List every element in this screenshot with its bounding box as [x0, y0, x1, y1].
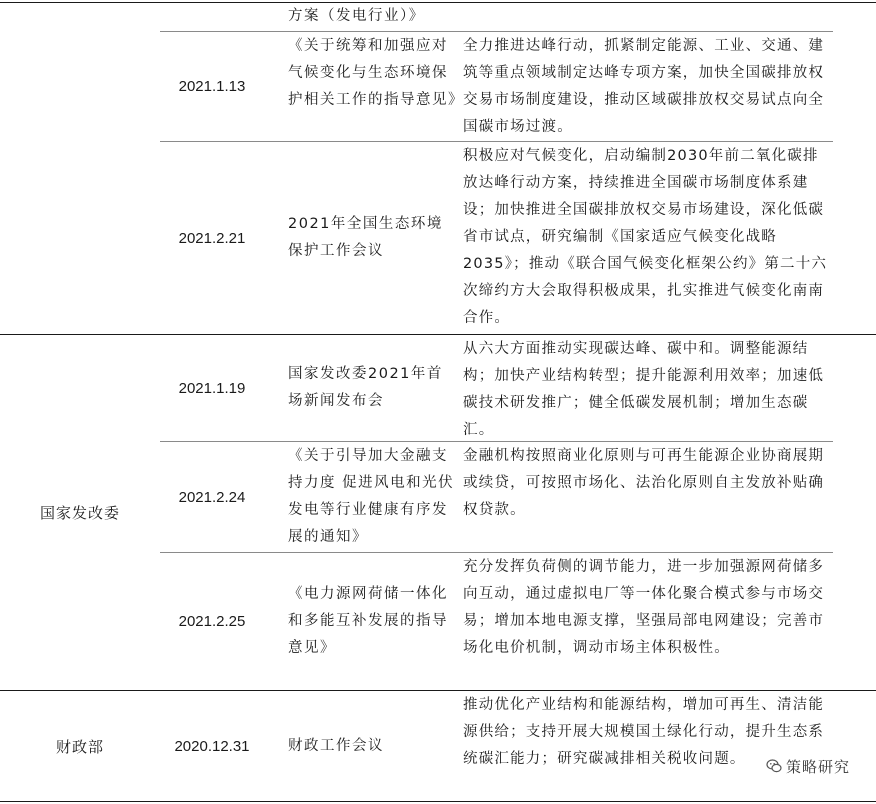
ministry-label: 财政部	[55, 737, 104, 756]
bottom-rule	[0, 801, 876, 802]
table-row-doc: 财政工作会议	[288, 737, 384, 754]
table-row-doc: 国家发改委2021年首场新闻发布会	[288, 366, 443, 409]
table-row-date: 2021.1.13	[178, 78, 246, 95]
table-row-doc: 《电力源网荷储一体化和多能互补发展的指导意见》	[288, 586, 448, 656]
table-row-doc: 《关于统筹和加强应对气候变化与生态环境保护相关工作的指导意见》	[288, 38, 464, 108]
table-row-doc: 《关于引导加大金融支持力度 促进风电和光伏发电等行业健康有序发展的通知》	[288, 448, 455, 545]
table-row-date: 2021.2.21	[178, 229, 246, 247]
table-row-date: 2021.1.19	[178, 379, 246, 397]
watermark	[762, 754, 854, 778]
table-row-desc: 从六大方面推动实现碳达峰、碳中和。调整能源结构；加快产业结构转型；提升能源利用效率；加速低碳技术研发推广；健全低碳发展机制；增加生态碳汇。	[463, 341, 825, 438]
ministry-group-label: 国家发改委	[39, 504, 120, 522]
table-row-desc: 全力推进达峰行动，抓紧制定能源、工业、交通、建筑等重点领域制定达峰专项方案，加快全国碳排放权交易市场制度建设，推动区域碳排放权交易试点向全国碳市场过渡。	[463, 38, 825, 135]
table-row-doc: 方案（发电行业）》	[288, 8, 425, 24]
table-row-doc: 2021年全国生态环境保护工作会议	[288, 216, 443, 259]
table-row-desc: 金融机构按照商业化原则与可再生能源企业协商展期或续贷，可按照市场化、法治化原则自主发放补贴确权贷款。	[463, 448, 825, 518]
table-row-desc: 推动优化产业结构和能源结构，增加可再生、清洁能源供给；支持开展大规模国土绿化行动，提升生态系统碳汇能力；研究碳减排相关税收问题。	[463, 697, 825, 767]
table-row-date: 2021.2.25	[178, 613, 246, 630]
table-row-date: 2021.2.24	[178, 488, 246, 506]
table-row-date: 2020.12.31	[174, 737, 250, 755]
wechat-icon	[766, 758, 782, 774]
watermark-text: 策略研究	[785, 757, 850, 776]
table-row-desc: 充分发挥负荷侧的调节能力，进一步加强源网荷储多向互动，通过虚拟电厂等一体化聚合模式参与市场交易；增加本地电源支撑，坚强局部电网建设；完善市场化电价机制，调动市场主体积极性。	[463, 559, 825, 656]
table-row-desc: 积极应对气候变化，启动编制2030年前二氧化碳排放达峰行动方案，持续推进全国碳市场制度体系建设；加快推进全国碳排放权交易市场建设，深化低碳省市试点，研究编制《国家适应气候变化战略2035》；推动《联合国气候变化框架公约》第二十六次缔约方大会取得积极成果，扎实推进气候变化南南合作。	[463, 148, 828, 326]
